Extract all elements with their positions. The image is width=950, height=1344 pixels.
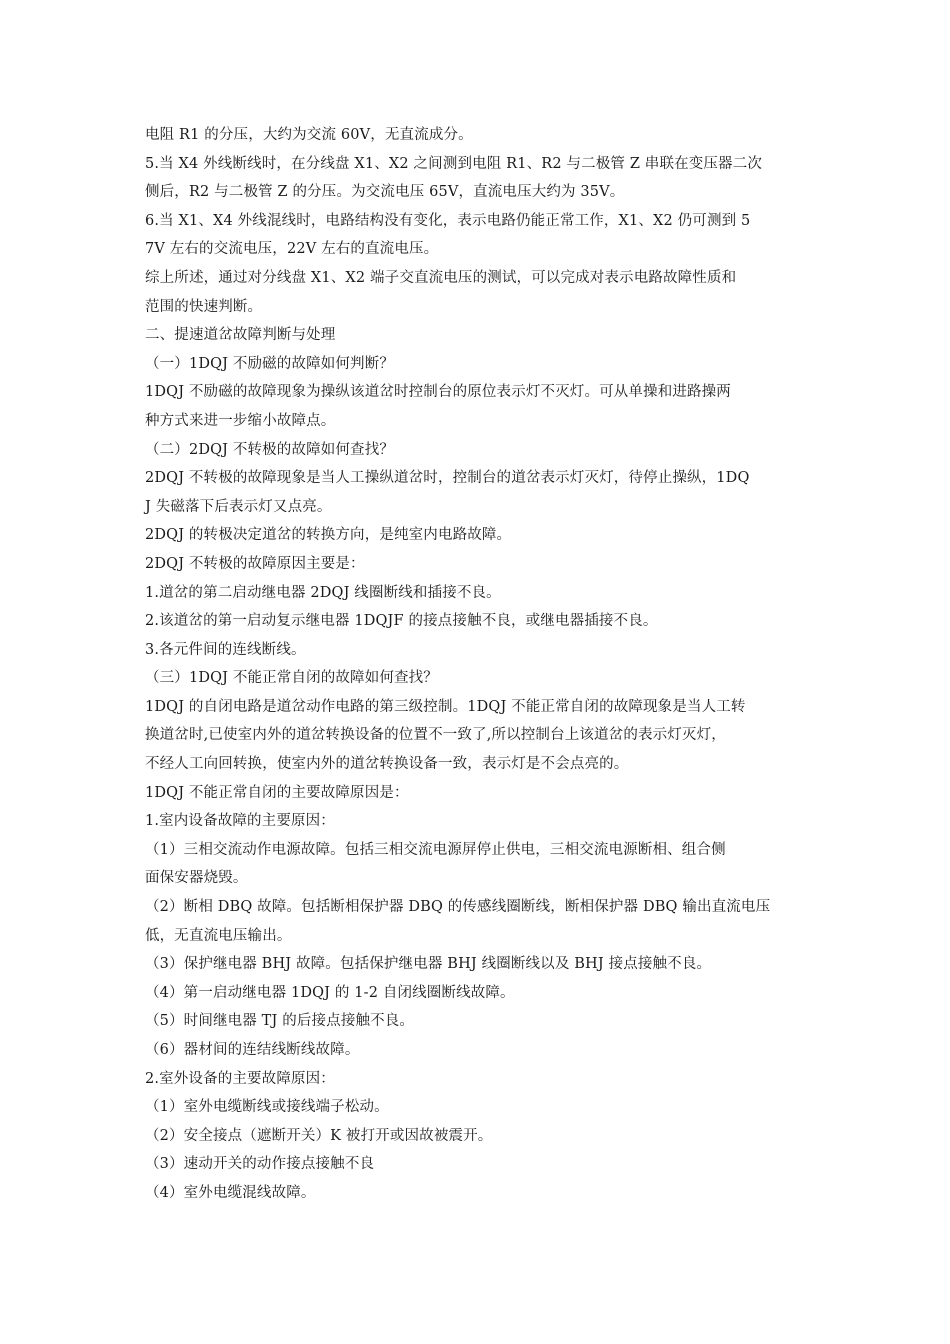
list-item: 1.室内设备故障的主要原因： xyxy=(145,813,335,830)
text-line: 6.当 X1、X4 外线混线时，电路结构没有变化，表示电路仍能正常工作，X1、X2 仍可测到 5 xyxy=(145,212,751,229)
text-line: 不经人工向回转换，使室内外的道岔转换设备一致，表示灯是不会点亮的。 xyxy=(145,756,629,773)
text-line: 种方式来进一步缩小故障点。 xyxy=(145,412,336,429)
list-item: 1.道岔的第二启动继电器 2DQJ 线圈断线和插接不良。 xyxy=(145,584,501,601)
text-line: 2DQJ 不转极的故障原因主要是： xyxy=(145,555,365,572)
list-item: （2）断相 DBQ 故障。包括断相保护器 DBQ 的传感线圈断线，断相保护器 DBQ 输出直流电压 xyxy=(145,899,771,916)
list-item: （3）保护继电器 BHJ 故障。包括保护继电器 BHJ 线圈断线以及 BHJ 接点接触不良。 xyxy=(145,956,712,973)
text-line: 换道岔时,已使室内外的道岔转换设备的位置不一致了,所以控制台上该道岔的表示灯灭灯， xyxy=(145,727,726,744)
list-item: （1）室外电缆断线或接线端子松动。 xyxy=(145,1099,389,1116)
text-line: 低，无直流电压输出。 xyxy=(145,927,292,944)
document-body xyxy=(145,121,810,1208)
list-item: （6）器材间的连结线断线故障。 xyxy=(145,1042,360,1058)
text-line: 面保安器烧毁。 xyxy=(145,870,248,887)
text-line: 1DQJ 的自闭电路是道岔动作电路的第三级控制。1DQJ 不能正常自闭的故障现象是当人工转 xyxy=(145,698,746,715)
list-item: （5）时间继电器 TJ 的后接点接触不良。 xyxy=(145,1013,415,1030)
text-line: 1DQJ 不励磁的故障现象为操纵该道岔时控制台的原位表示灯不灭灯。可从单操和进路操两 xyxy=(145,384,731,401)
text-line: 2DQJ 的转极决定道岔的转换方向，是纯室内电路故障。 xyxy=(145,527,512,544)
text-line: J 失磁落下后表示灯又点亮。 xyxy=(145,498,332,515)
list-item: 2.该道岔的第一启动复示继电器 1DQJF 的接点接触不良，或继电器插接不良。 xyxy=(145,613,658,630)
list-item: 2.室外设备的主要故障原因： xyxy=(145,1070,335,1087)
list-item: （4）室外电缆混线故障。 xyxy=(145,1184,316,1201)
text-line: 综上所述，通过对分线盘 X1、X2 端子交直流电压的测试，可以完成对表示电路故障性质和 xyxy=(145,269,737,286)
list-item: （4）第一启动继电器 1DQJ 的 1-2 自闭线圈断线故障。 xyxy=(145,984,515,1001)
list-item: （1）三相交流动作电源故障。包括三相交流电源屏停止供电，三相交流电源断相、组合侧 xyxy=(145,841,726,858)
list-item: （2）安全接点（遮断开关）K 被打开或因故被震开。 xyxy=(145,1127,493,1144)
text-line: 电阻 R1 的分压，大约为交流 60V，无直流成分。 xyxy=(145,127,473,143)
list-item: 3.各元件间的连线断线。 xyxy=(145,641,306,658)
text-line: 1DQJ 不能正常自闭的主要故障原因是： xyxy=(145,784,409,801)
text-line: 2DQJ 不转极的故障现象是当人工操纵道岔时，控制台的道岔表示灯灭灯，待停止操纵，1DQ xyxy=(145,470,750,487)
subsection-heading: （一）1DQJ 不励磁的故障如何判断？ xyxy=(145,355,395,372)
text-line: 范围的快速判断。 xyxy=(145,298,263,315)
text-line: 侧后，R2 与二极管 Z 的分压。为交流电压 65V，直流电压大约为 35V。 xyxy=(145,184,625,201)
subsection-heading: （三）1DQJ 不能正常自闭的故障如何查找？ xyxy=(145,670,438,687)
section-heading: 二、提速道岔故障判断与处理 xyxy=(145,327,336,344)
text-line: 7V 左右的交流电压，22V 左右的直流电压。 xyxy=(145,241,439,258)
list-item: （3）速动开关的动作接点接触不良 xyxy=(145,1156,375,1173)
text-line: 5.当 X4 外线断线时，在分线盘 X1、X2 之间测到电阻 R1、R2 与二极管 Z 串联在变压器二次 xyxy=(145,155,763,172)
subsection-heading: （二）2DQJ 不转极的故障如何查找？ xyxy=(145,441,395,458)
